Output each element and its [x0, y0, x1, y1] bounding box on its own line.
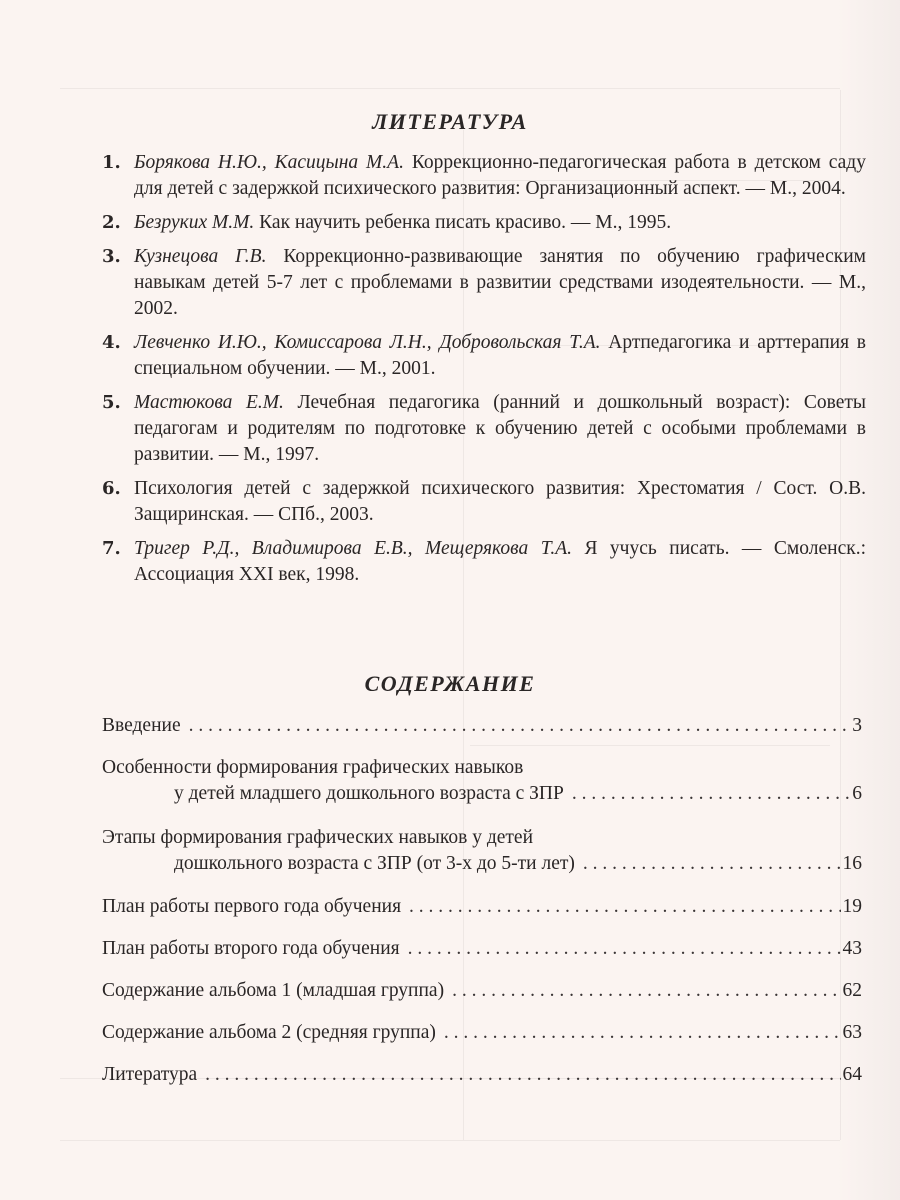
leader-dots: [409, 894, 840, 920]
toc-page-number: 63: [842, 1022, 862, 1043]
toc-entry[interactable]: [102, 713, 862, 739]
toc-entry-title: Особенности формирования графических навыков: [102, 757, 524, 778]
bibliography-item: [102, 210, 866, 236]
item-text: Артпедагогика и арттерапия в специальном обучении. — М., 2001.: [134, 332, 867, 379]
toc-page-number: 16: [842, 853, 862, 874]
item-author: Левченко И.Ю., Комиссарова Л.Н., Добровольская Т.А.: [134, 332, 601, 353]
toc-entry-title: Введение: [102, 715, 181, 736]
bibliography-item: [102, 330, 866, 382]
item-author: Тригер Р.Д., Владимирова Е.В., Мещерякова Т.А.: [134, 538, 572, 559]
item-text: Лечебная педагогика (ранний и дошкольный возраст): Советы педагогам и родителям по подготовке к обучению детей с особыми проблемами в развитии. — М., 1997.: [134, 392, 866, 465]
item-text: Как научить ребенка писать красиво. — М., 1995.: [254, 212, 672, 233]
toc-entry[interactable]: [102, 936, 862, 962]
table-of-contents: [102, 713, 862, 1088]
item-author: Безруких М.М.: [134, 212, 255, 233]
show-through-line: [60, 1140, 840, 1141]
item-author: Кузнецова Г.В.: [134, 246, 267, 267]
toc-entry-title: Этапы формирования графических навыков у детей: [102, 827, 534, 848]
toc-entry[interactable]: [102, 755, 862, 807]
bibliography-item: [102, 244, 866, 322]
toc-entry-title: Содержание альбома 2 (средняя группа): [102, 1022, 436, 1043]
leader-dots: [444, 1020, 841, 1046]
toc-entry-title: План работы первого года обучения: [102, 896, 402, 917]
toc-entry[interactable]: [102, 1020, 862, 1046]
toc-page-number: 43: [842, 938, 862, 959]
toc-page-number: 64: [842, 1064, 862, 1085]
item-number: 4.: [102, 332, 121, 353]
item-number: 1.: [102, 152, 121, 173]
toc-entry-title-continued: у детей младшего дошкольного возраста с ЗПР: [174, 783, 564, 804]
item-number: 7.: [102, 538, 121, 559]
toc-entry-title: Литература: [102, 1064, 198, 1085]
item-text: Я учусь писать. — Смоленск.: Ассоциация XXI век, 1998.: [134, 538, 866, 585]
item-number: 6.: [102, 478, 121, 499]
item-author: Мастюкова Е.М.: [134, 392, 284, 413]
toc-entry-title-continued: дошкольного возраста с ЗПР (от 3-х до 5-ти лет): [174, 853, 575, 874]
leader-dots: [189, 713, 851, 739]
item-text: Психология детей с задержкой психического развития: Хрестоматия / Сост. О.В. Защиринская. — СПб., 2003.: [134, 478, 866, 525]
bibliography-list: [102, 150, 866, 596]
item-text: Коррекционно-развивающие занятия по обучению графическим навыкам детей 5-7 лет с проблемами в развитии средствами изодеятельности. — М., 2002.: [134, 246, 866, 319]
item-number: 3.: [102, 246, 121, 267]
leader-dots: [452, 978, 840, 1004]
toc-entry[interactable]: [102, 978, 862, 1004]
leader-dots: [205, 1062, 840, 1088]
leader-dots: [583, 851, 841, 877]
contents-heading: СОДЕРЖАНИЕ: [364, 671, 536, 696]
bibliography-item: [102, 390, 866, 468]
toc-entry[interactable]: [102, 1062, 862, 1088]
toc-page-number: 3: [852, 715, 862, 736]
show-through-line: [60, 88, 840, 89]
leader-dots: [572, 781, 850, 807]
toc-entry-title: Содержание альбома 1 (младшая группа): [102, 980, 445, 1001]
toc-entry[interactable]: [102, 894, 862, 920]
toc-page-number: 6: [852, 783, 862, 804]
toc-page-number: 19: [842, 896, 862, 917]
item-number: 5.: [102, 392, 121, 413]
bibliography-item: [102, 476, 866, 528]
leader-dots: [408, 936, 841, 962]
literature-heading: ЛИТЕРАТУРА: [372, 109, 528, 134]
toc-entry[interactable]: [102, 825, 862, 877]
item-author: Борякова Н.Ю., Касицына М.А.: [134, 152, 404, 173]
bibliography-item: [102, 536, 866, 588]
toc-entry-title: План работы второго года обучения: [102, 938, 400, 959]
toc-page-number: 62: [842, 980, 862, 1001]
bibliography-item: [102, 150, 866, 202]
item-number: 2.: [102, 212, 121, 233]
item-text: Коррекционно-педагогическая работа в детском саду для детей с задержкой психического развития: Организационный аспект. — М., 2004.: [134, 152, 866, 199]
